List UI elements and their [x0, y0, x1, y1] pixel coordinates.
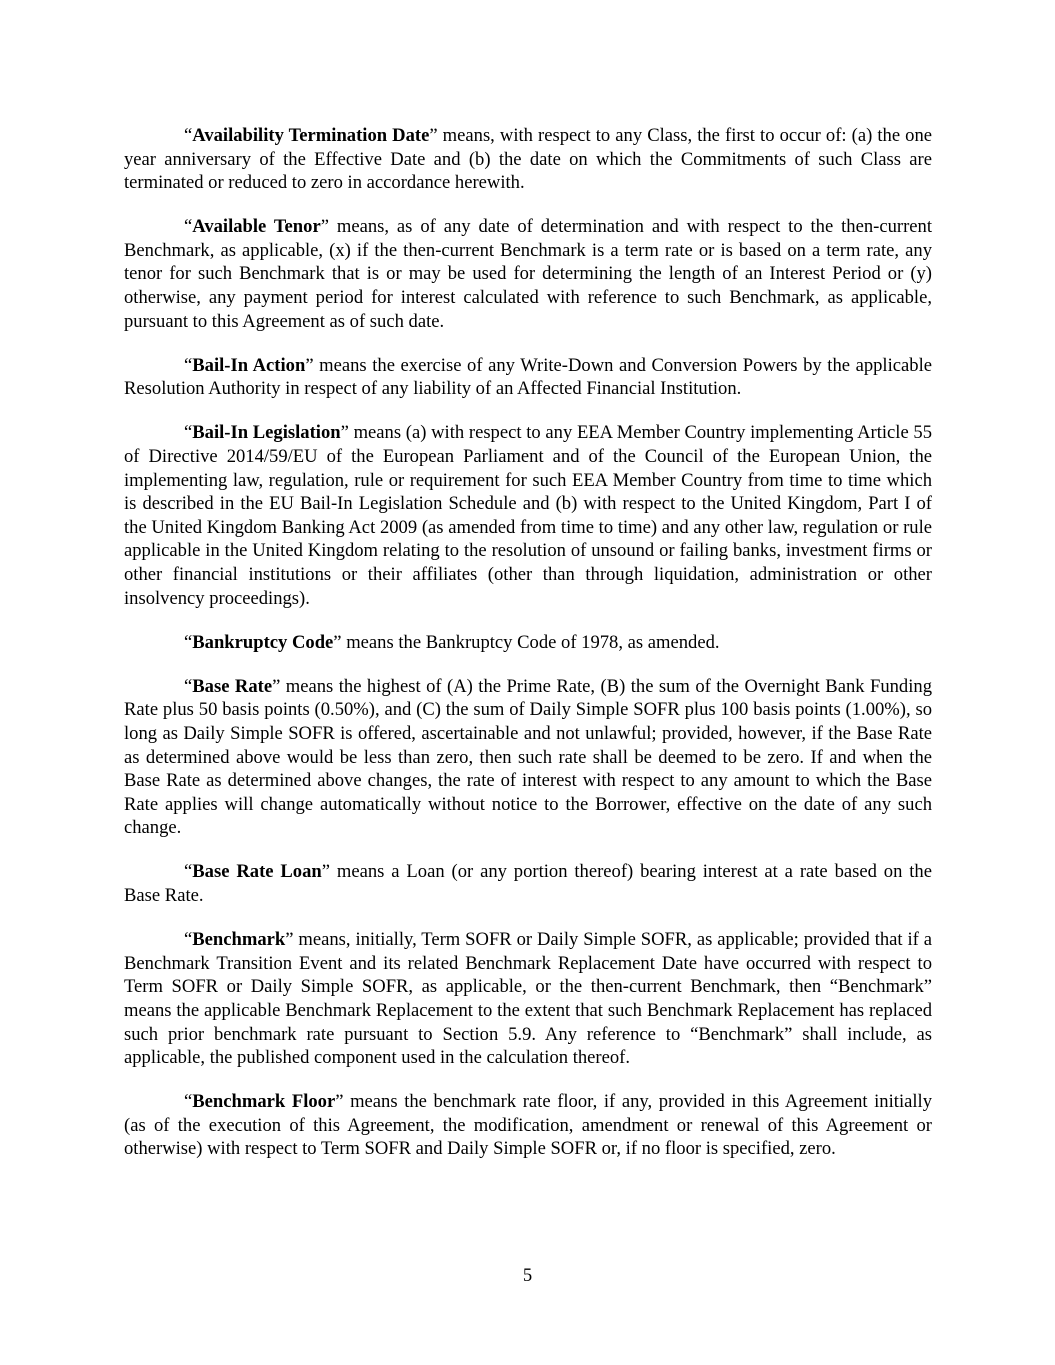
quote-close: ”: [333, 631, 342, 653]
quote-open: “: [184, 216, 193, 238]
defined-term: Base Rate: [192, 675, 273, 697]
definition-availability-termination-date: [124, 124, 932, 195]
quote-close: ”: [272, 675, 281, 697]
quote-open: “: [184, 861, 193, 883]
defined-term: Available Tenor: [192, 216, 321, 238]
definition-text: means, initially, Term SOFR or Daily Simple SOFR, as applicable; provided that if a Benchmark Transition Event and its related Benchmark Replacement Date have occurred with respect to Term SOFR or Daily Simple SOFR, as applicable, or the then-current Benchmark, then “Benchmark” means the applicable Benchmark Replacement to the extent that such Benchmark Replacement has replaced such prior benchmark rate pursuant to Section 5.9. Any reference to “Benchmark” shall include, as applicable, the published component used in the calculation thereof.: [124, 929, 932, 1069]
quote-open: “: [184, 675, 193, 697]
definition-bankruptcy-code: [124, 631, 932, 655]
definition-available-tenor: [124, 215, 932, 333]
defined-term: Benchmark Floor: [192, 1091, 336, 1113]
definition-benchmark-floor: [124, 1090, 932, 1161]
definition-benchmark: [124, 928, 932, 1070]
quote-close: ”: [305, 354, 314, 376]
document-body: [124, 124, 932, 1181]
defined-term: Benchmark: [192, 929, 286, 951]
quote-close: ”: [320, 216, 329, 238]
definition-base-rate: [124, 675, 932, 840]
definition-bail-in-action: [124, 354, 932, 401]
quote-open: “: [184, 125, 193, 146]
definition-text: means the benchmark rate floor, if any, provided in this Agreement initially (as of the execution of this Agreement, the modification, amendment or renewal of this Agreement or otherwise) with respect to Term SOFR and Daily Simple SOFR or, if no floor is specified, zero.: [124, 1091, 932, 1160]
definition-text: means, as of any date of determination and with respect to the then-current Benchmark, as applicable, (x) if the then-current Benchmark is a term rate or is based on a term rate, any tenor for such Benchmark that is or may be used for determining the length of an Interest Period or (y) otherwise, any payment period for interest calculated with reference to such Benchmark, as applicable, pursuant to this Agreement as of such date.: [124, 216, 932, 332]
definition-base-rate-loan: [124, 860, 932, 907]
quote-open: “: [184, 1091, 193, 1113]
quote-close: ”: [335, 1091, 344, 1113]
defined-term: Availability Termination Date: [192, 125, 430, 146]
definition-text: means, with respect to any Class, the first to occur of: (a) the one year anniversary of the Effective Date and (b) the date on which the Commitments of such Class are terminated or reduced to zero in accordance herewith.: [124, 125, 933, 194]
quote-open: “: [184, 354, 193, 376]
definition-bail-in-legislation: [124, 421, 932, 610]
definition-text: means (a) with respect to any EEA Member Country implementing Article 55 of Directive 2014/59/EU of the European Parliament and of the Council of the European Union, the implementing law, regulation, rule or requirement for such EEA Member Country from time to time which is described in the EU Bail-In Legislation Schedule and (b) with respect to the United Kingdom, Part I of the United Kingdom Banking Act 2009 (as amended from time to time) and any other law, regulation or rule applicable in the United Kingdom relating to the resolution of unsound or failing banks, investment firms or other financial institutions or their affiliates (other than through liquidation, administration or other insolvency proceedings).: [124, 422, 932, 609]
definition-text: means the highest of (A) the Prime Rate, (B) the sum of the Overnight Bank Funding Rate plus 50 basis points (0.50%), and (C) the sum of Daily Simple SOFR plus 100 basis points (1.00%), so long as Daily Simple SOFR is offered, ascertainable and not unlawful; provided, however, if the Base Rate as determined above would be less than zero, then such rate shall be deemed to be zero. If and when the Base Rate as determined above changes, the rate of interest with respect to any amount to which the Base Rate applies will change automatically without notice to the Borrower, effective on the date of any such change.: [124, 675, 932, 839]
definition-text: means the Bankruptcy Code of 1978, as amended.: [341, 631, 720, 653]
defined-term: Bail-In Legislation: [192, 422, 341, 444]
quote-close: ”: [429, 125, 438, 146]
quote-open: “: [184, 422, 193, 444]
quote-close: ”: [321, 861, 330, 883]
page-number: 5: [522, 1265, 533, 1286]
quote-close: ”: [285, 929, 294, 951]
defined-term: Bankruptcy Code: [192, 631, 334, 653]
defined-term: Base Rate Loan: [192, 861, 322, 883]
definition-text: means the exercise of any Write-Down and Conversion Powers by the applicable Resolution Authority in respect of any liability of an Affected Financial Institution.: [124, 354, 932, 400]
quote-open: “: [184, 631, 193, 653]
quote-open: “: [184, 929, 193, 951]
definition-text: means a Loan (or any portion thereof) bearing interest at a rate based on the Base Rate.: [124, 861, 932, 907]
defined-term: Bail-In Action: [192, 354, 306, 376]
quote-close: ”: [340, 422, 349, 444]
